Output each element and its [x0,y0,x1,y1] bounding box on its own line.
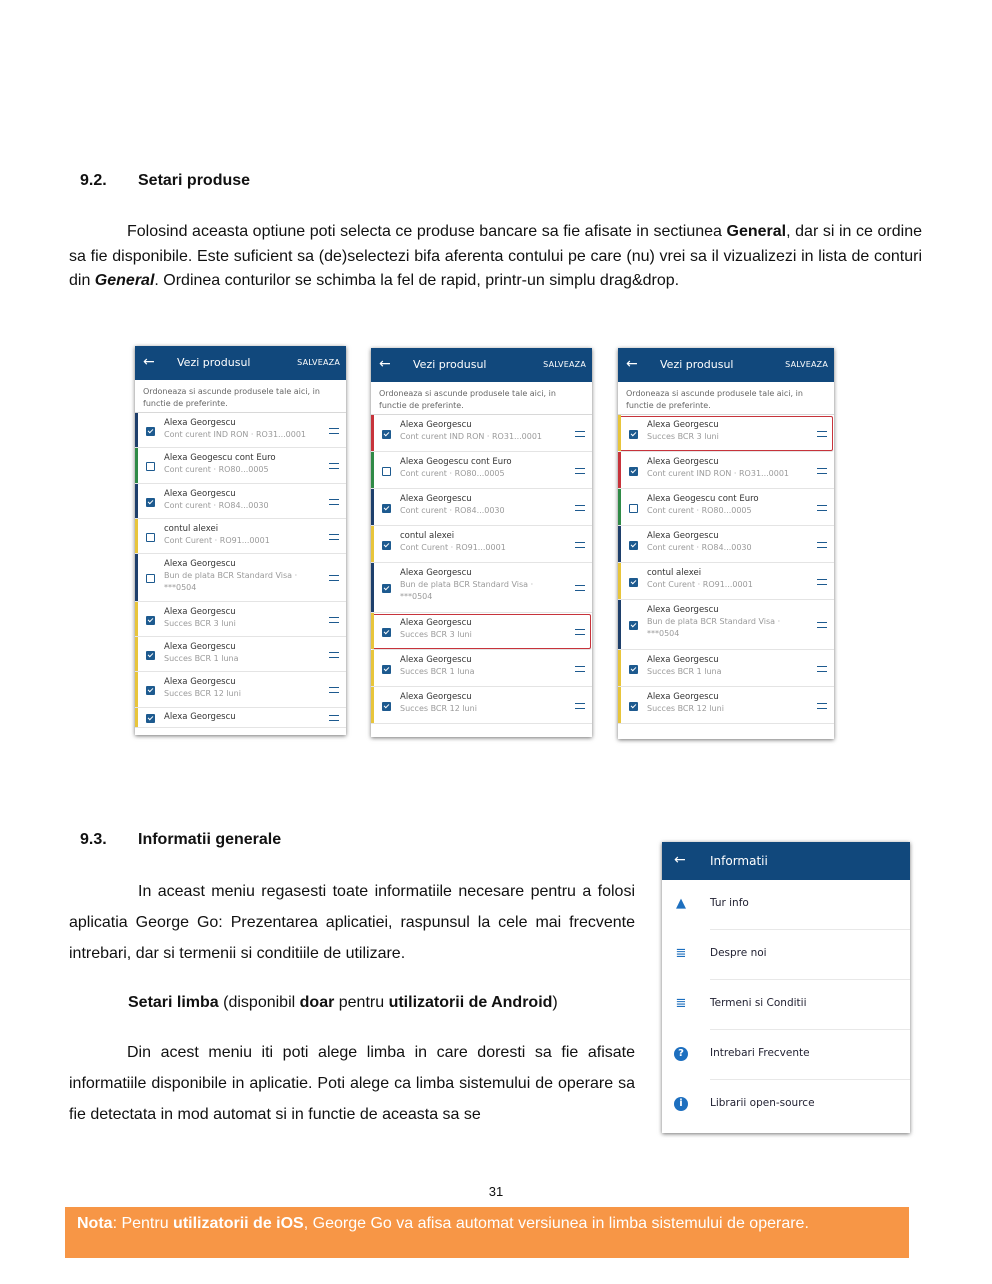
product-row[interactable] [618,687,834,724]
bold-italic-term: General [94,272,155,289]
product-color-bar [618,600,621,649]
product-row[interactable] [618,452,834,489]
product-name: Alexa Georgescu [400,420,472,430]
info-menu-item[interactable] [662,1030,910,1080]
page-number: 31 [488,1184,504,1199]
product-name: Alexa Georgescu [164,642,236,652]
phone-header [135,346,346,380]
back-arrow-icon[interactable]: ← [674,852,686,868]
product-color-bar [371,650,374,686]
section-number: 9.3. [80,831,107,848]
info-menu-item[interactable] [662,880,910,930]
product-subtitle: Cont Curent · RO91...0001 [647,580,753,589]
product-subtitle: Cont curent · RO80...0005 [400,469,505,478]
product-checkbox[interactable] [146,533,155,542]
question-circle-icon: ? [674,1047,688,1061]
product-color-bar [371,415,374,451]
product-name: Alexa Georgescu [164,418,236,428]
phone-screenshot-1 [135,346,346,735]
product-checkbox[interactable] [629,702,638,711]
drag-handle-icon[interactable] [575,585,585,591]
text-lines-icon: ≣ [675,946,687,961]
info-menu-item[interactable] [662,1080,910,1130]
product-row[interactable] [135,413,346,448]
product-name: Alexa Geogescu cont Euro [647,494,759,504]
bold-term: doar [299,994,335,1011]
product-row[interactable] [371,489,592,526]
product-name: Alexa Georgescu [164,712,236,722]
product-subtitle: Succes BCR 12 luni [647,704,724,713]
product-checkbox[interactable] [146,498,155,507]
save-button[interactable]: SALVEAZA [297,358,340,367]
product-color-bar [135,602,138,636]
product-color-bar [135,708,138,727]
product-color-bar [371,452,374,488]
product-row[interactable] [135,448,346,484]
product-row[interactable] [135,672,346,708]
product-row[interactable] [618,650,834,687]
product-checkbox[interactable] [629,467,638,476]
product-subtitle: Bun de plata BCR Standard Visa · [647,617,781,626]
product-color-bar [618,526,621,562]
phone-title: Vezi produsul [660,358,734,371]
product-checkbox[interactable] [629,430,638,439]
product-checkbox[interactable] [382,504,391,513]
product-checkbox[interactable] [629,541,638,550]
paragraph-text: , dar si in ce ordine sa fie disponibile. Este suficient sa (de)selectezi bifa aferenta contului pe care (nu) vrei sa il vizualizezi in lista de conturi din [69,223,922,289]
info-menu-label: Termeni si Conditii [710,997,807,1009]
drag-handle-icon[interactable] [575,431,585,437]
note-bold-text: utilizatorii de iOS [173,1215,304,1232]
product-subtitle: Cont curent · RO80...0005 [164,465,269,474]
phone-screenshot-2 [371,348,592,737]
product-name: Alexa Georgescu [400,655,472,665]
product-subtitle: Succes BCR 12 luni [400,704,477,713]
product-checkbox[interactable] [629,504,638,513]
product-row[interactable] [371,613,592,650]
paragraph-text: (disponibil [218,994,300,1011]
product-row[interactable] [618,526,834,563]
product-name: Alexa Georgescu [647,692,719,702]
drag-handle-icon[interactable] [329,652,339,658]
product-subtitle: Succes BCR 12 luni [164,689,241,698]
product-color-bar [135,554,138,601]
product-color-bar [618,687,621,723]
section-paragraph [69,220,922,294]
drag-handle-icon[interactable] [575,666,585,672]
product-subtitle: Succes BCR 3 luni [400,630,472,639]
info-header [662,842,910,880]
product-checkbox[interactable] [629,665,638,674]
drag-handle-icon[interactable] [575,542,585,548]
product-row[interactable] [135,519,346,554]
product-row[interactable] [371,650,592,687]
info-menu-list [662,880,910,1130]
product-subtitle: Bun de plata BCR Standard Visa · [400,580,534,589]
drag-handle-icon[interactable] [817,622,827,628]
save-button[interactable]: SALVEAZA [543,360,586,369]
product-row[interactable] [371,452,592,489]
note-box [65,1207,909,1258]
language-heading [128,987,648,1018]
product-subtitle: Cont curent IND RON · RO31...0001 [647,469,790,478]
product-name: Alexa Geogescu cont Euro [400,457,512,467]
drag-handle-icon[interactable] [817,431,827,437]
product-row[interactable] [135,484,346,519]
section-title: Informatii generale [138,831,282,848]
section-number: 9.2. [80,172,107,189]
product-subtitle-2: ***0504 [400,592,433,601]
info-title: Informatii [710,854,768,868]
product-color-bar [371,526,374,562]
product-row[interactable] [135,602,346,637]
bold-term: General [726,223,787,240]
drag-handle-icon[interactable] [329,715,339,721]
product-row[interactable] [371,526,592,563]
drag-handle-icon[interactable] [817,505,827,511]
product-color-bar [371,613,374,649]
drag-handle-icon[interactable] [329,575,339,581]
note-text: , George Go va afisa automat versiunea in limba sistemului de operare. [303,1215,809,1232]
phone-header [371,348,592,382]
product-color-bar [618,489,621,525]
product-name: Alexa Georgescu [647,605,719,615]
product-name: Alexa Georgescu [400,494,472,504]
paragraph-text: Folosind aceasta optiune poti selecta ce produse bancare sa fie afisate in sectiunea [127,223,727,240]
product-name: Alexa Georgescu [647,420,719,430]
phone-description: Ordoneaza si ascunde produsele tale aici, in functie de preferinte. [379,389,556,410]
product-checkbox[interactable] [382,467,391,476]
product-checkbox[interactable] [382,628,391,637]
product-checkbox[interactable] [146,427,155,436]
product-checkbox[interactable] [382,665,391,674]
info-menu-label: Tur info [710,897,749,909]
info-paragraph: In aceast meniu regasesti toate informatiile necesare pentru a folosi aplicatia George Go: Prezentarea aplicatiei, raspunsul la cele mai frecvente intrebari, dar si termenii si conditiile de utilizare. [69,883,635,962]
language-paragraph: Din acest meniu iti poti alege limba in care doresti sa fie afisate informatiile disponibile in aplicatie. Poti alege ca limba sistemului de operare sa fie detectata in mod automat si in functie de aceasta sa se [69,1044,635,1123]
product-subtitle-2: ***0504 [647,629,680,638]
product-row[interactable] [371,687,592,724]
product-subtitle: Cont curent · RO84...0030 [400,506,505,515]
product-checkbox[interactable] [146,462,155,471]
drag-handle-icon[interactable] [817,579,827,585]
phone-description: Ordoneaza si ascunde produsele tale aici, in functie de preferinte. [626,389,803,410]
product-checkbox[interactable] [629,621,638,630]
phone-description: Ordoneaza si ascunde produsele tale aici, in functie de preferinte. [143,387,320,408]
drag-handle-icon[interactable] [329,534,339,540]
product-checkbox[interactable] [382,541,391,550]
product-checkbox[interactable] [629,578,638,587]
info-menu-label: Despre noi [710,947,767,959]
product-color-bar [618,452,621,488]
product-name: Alexa Georgescu [647,655,719,665]
product-name: Alexa Georgescu [400,618,472,628]
product-row[interactable] [371,415,592,452]
drag-handle-icon[interactable] [329,499,339,505]
product-subtitle: Cont curent IND RON · RO31...0001 [400,432,543,441]
save-button[interactable]: SALVEAZA [785,360,828,369]
product-row[interactable] [135,708,346,728]
product-color-bar [371,489,374,525]
product-name: Alexa Georgescu [647,531,719,541]
phone-title: Vezi produsul [413,358,487,371]
product-name: Alexa Georgescu [400,568,472,578]
note-text: : Pentru [112,1215,174,1232]
product-name: Alexa Geogescu cont Euro [164,453,276,463]
product-row[interactable] [618,489,834,526]
product-color-bar [135,484,138,518]
drag-handle-icon[interactable] [329,428,339,434]
back-arrow-icon[interactable]: ← [143,354,155,370]
info-panel-screenshot [662,842,910,1133]
product-checkbox[interactable] [146,616,155,625]
product-row[interactable] [135,554,346,602]
paragraph-text: ) [552,994,558,1011]
bold-term: utilizatorii de Android [388,994,553,1011]
product-color-bar [618,650,621,686]
product-checkbox[interactable] [382,584,391,593]
drag-handle-icon[interactable] [817,703,827,709]
product-subtitle: Cont curent · RO84...0030 [164,501,269,510]
paragraph-text: . Ordinea conturilor se schimba la fel de rapid, printr-un simplu drag&drop. [154,272,680,289]
drag-handle-icon[interactable] [575,629,585,635]
product-name: Alexa Georgescu [164,677,236,687]
product-subtitle: Cont Curent · RO91...0001 [400,543,506,552]
product-row[interactable] [618,415,834,452]
drag-handle-icon[interactable] [329,463,339,469]
product-subtitle: Succes BCR 1 luna [647,667,722,676]
product-subtitle: Cont curent · RO80...0005 [647,506,752,515]
section-title: Setari produse [138,172,251,189]
navigation-arrow-icon: ▲ [676,896,686,911]
product-name: contul alexei [400,531,455,541]
product-name: Alexa Georgescu [647,457,719,467]
drag-handle-icon[interactable] [817,542,827,548]
product-subtitle: Succes BCR 3 luni [647,432,719,441]
product-color-bar [371,563,374,612]
product-checkbox[interactable] [146,651,155,660]
info-menu-item[interactable] [662,930,910,980]
product-checkbox[interactable] [146,714,155,723]
product-name: contul alexei [164,524,219,534]
info-menu-label: Intrebari Frecvente [710,1047,810,1059]
product-subtitle: Succes BCR 1 luna [164,654,239,663]
drag-handle-icon[interactable] [329,617,339,623]
product-checkbox[interactable] [146,686,155,695]
product-name: Alexa Georgescu [164,607,236,617]
drag-handle-icon[interactable] [575,468,585,474]
phone-screenshot-3 [618,348,834,739]
product-subtitle: Cont curent · RO84...0030 [647,543,752,552]
product-row[interactable] [618,600,834,650]
product-subtitle: Bun de plata BCR Standard Visa · [164,571,298,580]
product-color-bar [135,637,138,671]
product-subtitle: Succes BCR 1 luna [400,667,475,676]
phone-header [618,348,834,382]
product-subtitle: Succes BCR 3 luni [164,619,236,628]
info-menu-item[interactable] [662,980,910,1030]
drag-handle-icon[interactable] [575,505,585,511]
product-subtitle-2: ***0504 [164,583,197,592]
drag-handle-icon[interactable] [329,687,339,693]
product-checkbox[interactable] [382,430,391,439]
product-color-bar [135,413,138,447]
product-color-bar [135,448,138,483]
product-subtitle: Cont Curent · RO91...0001 [164,536,270,545]
info-menu-label: Librarii open-source [710,1097,815,1109]
drag-handle-icon[interactable] [575,703,585,709]
product-name: Alexa Georgescu [400,692,472,702]
back-arrow-icon[interactable]: ← [379,356,391,372]
product-subtitle: Cont curent IND RON · RO31...0001 [164,430,307,439]
product-row[interactable] [618,563,834,600]
info-circle-icon: i [674,1097,688,1111]
product-color-bar [135,672,138,707]
product-row[interactable] [371,563,592,613]
product-name: Alexa Georgescu [164,559,236,569]
product-checkbox[interactable] [146,574,155,583]
product-name: contul alexei [647,568,702,578]
product-color-bar [618,415,621,451]
drag-handle-icon[interactable] [817,666,827,672]
text-lines-icon: ≣ [675,996,687,1011]
product-row[interactable] [135,637,346,672]
product-checkbox[interactable] [382,702,391,711]
bold-term: Setari limba [128,994,219,1011]
note-label: Nota [77,1215,113,1232]
product-color-bar [618,563,621,599]
drag-handle-icon[interactable] [817,468,827,474]
phone-title: Vezi produsul [177,356,251,369]
paragraph-text: pentru [334,994,389,1011]
product-color-bar [371,687,374,723]
product-name: Alexa Georgescu [164,489,236,499]
product-color-bar [135,519,138,553]
back-arrow-icon[interactable]: ← [626,356,638,372]
